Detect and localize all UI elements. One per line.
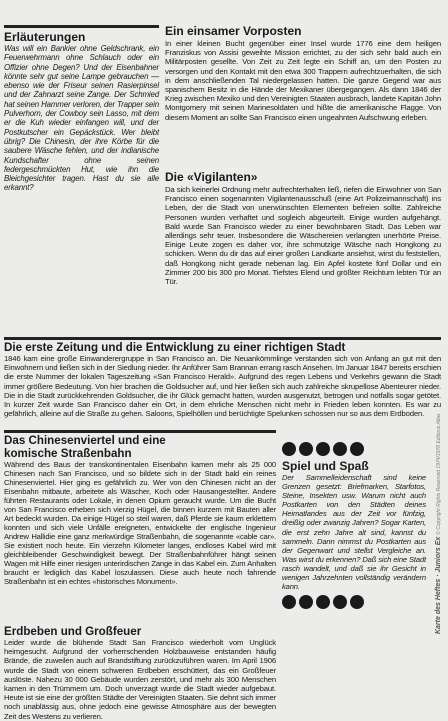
chinesenviertel-title: Das Chinesenviertel und eine komische Straßenbahn bbox=[4, 434, 166, 460]
dot-icon bbox=[299, 442, 313, 456]
side-caption-text bbox=[435, 413, 442, 634]
dot-icon bbox=[299, 595, 313, 609]
erdbeben-text: Leider wurde die blühende Stadt San Francisco wiederholt vom Unglück heimgesucht. Aufgrund der vorherrschenden Holzbauweise entstanden häufig Brände, die zuweilen auch auf Brandstiftung zurückzuführen waren. Im April 1906 wurde die Stadt von einem schweren Erdbeben erschüttert, das ein Großfeuer auslöste. Nahezu 30 000 Gebäude wurden zerstört, und mehr als 300 Menschen kamen in den Trümmern um. Doch unverzagt wurde die Stadt wieder aufgebaut. Heute ist sie eine der größten Städte der Vereinigten Staaten. Sie dehnt sich immer noch unablässig aus, ohne jedoch eine gewisse Atmosphäre aus der bewegten Zeit des Westens zu verlieren. bbox=[4, 638, 276, 721]
vorposten-title: Ein einsamer Vorposten bbox=[165, 24, 302, 38]
dot-icon bbox=[316, 442, 330, 456]
zeitung-title: Die erste Zeitung und die Entwicklung zu einer richtigen Stadt bbox=[4, 341, 346, 354]
dot-icon bbox=[282, 595, 296, 609]
vigilanten-text: Da sich keinerlei Ordnung mehr aufrechterhalten ließ, riefen die Einwohner von San Francisco einen sogenannten Vigilantenausschuß (eine Art Polizeimannschaft) ins Leben, der die Stadt von unerwünschten Elementen befreien sollte. Zahlreiche Personen wurden verhaftet und sogleich abgeurteilt. Einige wurden aufgehängt. Bald wurde San Francisco wieder zu einer bewohnbaren Stadt. Das Leben war allerdings sehr teuer. Insbesondere die Wäschereien verlangten unerhörte Preise. Einige Leute zogen es daher vor, ihre schmutzige Wäsche nach Hongkong zu schicken. Wenn du dir das auf einer großen Landkarte ansiehst, wirst du feststellen, daß Hongkong nicht gerade nebenan lag. Ein Apfel kostete fünf Dollar und ein Zimmer 200 bis 300 pro Monat. Tiefstes Elend und größter Reichtum lebten Tür an Tür. bbox=[165, 185, 441, 287]
chinesenviertel-text: Während des Baus der transkontinentalen Eisenbahn kamen mehr als 25 000 Chinesen nach San Francisco, und so bildete sich in der Stadt bald ein reines Chinesenviertel. Hier ging es gefährlich zu. Wer von den Chinesen nicht an der Eisenbahn mitbaute, arbeitete als Wäscher, Koch oder Hausangestellter. Andere führten Restaurants oder Lokale, in denen Opium geraucht wurde. Um die Bucht von San Francisco erheben sich vierzig Hügel, die binnen kurzem mit Bauten aller Art bedeckt wurden. Da einige Hügel so steil waren, daß Pferde sie kaum erklettern konnten und sich viele Unfälle ereigneten, entwickelte der englische Ingenieur Andrew Hallidie eine ganz merkwürdige Straßenbahn, die sogenannte «cable car». Sie existiert noch heute. Ein vierzehn Kilometer langes, endloses Kabel wird mit gleichbleibender Geschwindigkeit bewegt. Der Straßenbahnführer hängt seinen Wagen mit Hilfe einer riesigen unterirdischen Zange in das Kabel ein. Zum Anhalten braucht er lediglich das Kabel loszulassen. Diese auch heute noch fahrende Straßenbahn ist ein echtes «historisches Monument». bbox=[4, 460, 276, 586]
erlaeuterungen-section bbox=[4, 25, 159, 287]
dot-icon bbox=[350, 442, 364, 456]
decorative-dots bbox=[282, 595, 426, 609]
vorposten-section bbox=[165, 25, 441, 172]
spiel-text: Der Sammelleidenschaft sind keine Grenzen gesetzt: Briefmarken, Starfotos, Steine, Insekten usw. Warum nicht auch Postkarten von den Städten deines Heimatlandes aus der Zeit vor fünfzig, dreißig oder zwanzig Jahren? Sogar Karten, die erst zehn Jahre alt sind, kannst du sammeln. Dann nimmst du Postkarten aus der Gegenwart und stellst Vergleiche an. Was wirst du erkennen? Daß sich eine Stadt rasch wandelt, und daß sie ihr Gesicht in wenigen Jahrzehnten vollständig verändern kann. bbox=[282, 473, 426, 592]
side-caption-main: Karte des Heftes · Juniors Ex bbox=[435, 536, 442, 634]
dot-icon bbox=[350, 595, 364, 609]
spiel-title: Spiel und Spaß bbox=[282, 459, 369, 473]
dot-icon bbox=[333, 442, 347, 456]
erdbeben-section bbox=[4, 625, 276, 721]
vigilanten-section bbox=[165, 171, 441, 335]
erdbeben-title: Erdbeben und Großfeuer bbox=[4, 625, 142, 638]
zeitung-text: 1846 kam eine große Einwanderergruppe in San Francisco an. Die Neuankömmlinge verstanden sich von Anfang an gut mit den Einwohnern und ließen sich in der Siedlung nieder. Ihr Anführer Sam Brannan errang rasch Ansehen. Im Januar 1847 bereits erschien die erste Nummer der lokalen Tageszeitung «San Francisco Herald». Aufgrund des regen Lebens und Verkehrs gewann die Stadt immer größere Bedeutung. Von hier brachen die Goldsucher auf, und hier ließen sich auch zahlreiche skrupellose Abenteurer nieder. Die in die Stadt zurückkehrenden Goldsucher, die ihr Glück gemacht hatten, wurden ausgenutzt, betrogen und notfalls sogar getötet. In kurzer Zeit wurde San Francisco daher ein Ort, in dem ehrliche Menschen nicht mehr in Frieden leben konnten. Es war zu gefährlich, alleine auf die Straße zu gehen. Saloons, Spielhöllen und berüchtigte Spelunken schossen nur so aus dem Erdboden. bbox=[4, 354, 441, 419]
decorative-dots bbox=[282, 442, 426, 456]
erlaeuterungen-title: Erläuterungen bbox=[4, 30, 86, 44]
chinesenviertel-section bbox=[4, 430, 276, 625]
section-divider bbox=[4, 337, 441, 340]
dot-icon bbox=[282, 442, 296, 456]
vigilanten-title: Die «Vigilanten» bbox=[165, 170, 258, 184]
vorposten-text: In einer kleinen Bucht gegenüber einer Insel wurde 1776 eine dem heiligen Franziskus von Assisi geweihte Mission errichtet, zu der sich sehr bald auch ein Militärposten gesellte. Von Zeit zu Zeit legte ein Schiff an, um den Posten zu versorgen und den Kontakt mit den etwa 300 Trappern aufrechtzuerhalten, die sich in dem anschließenden Tal niedergelassen hatten. Die ganze Gegend war aus spanischem Besitz in die Hände der Mexikaner übergegangen. Als dann 1846 der Krieg zwischen Mexiko und den Vereinigten Staaten ausbrach, landete Kapitän John Montgomery mit seinen Marinesoldaten und hißte die amerikanische Flagge. Von diesem Moment an sollte San Francisco einen ungeahnten Aufschwung erleben. bbox=[165, 39, 441, 122]
dot-icon bbox=[333, 595, 347, 609]
side-caption-small: © Copyright Rights Reserved 1974/1978 Editions Atlas bbox=[436, 413, 442, 535]
section-divider bbox=[4, 430, 276, 433]
zeitung-section bbox=[4, 337, 441, 429]
erlaeuterungen-text: Was will ein Bankier ohne Geldschrank, ein Feuerwehrmann ohne Schlauch oder ein Offizier ohne Degen? Und der Eisenbahner könnte sehr gut seine Lampe gebrauchen — ebenso wie der Friseur seinen Rasierpinsel und der Zahnarzt seine Zange. Der Schmied hat seinen Hammer verloren, der Trapper sein Pulverhorn, der Cowboy sein Lasso, mit dem er die Kuh wieder einfangen will, und der Postkutscher ein Gepäckstück. Wer bleibt übrig? Die Chinesin, der ihre Körbe für die saubere Wäsche fehlen, und der indianische Kundschafter ohne seinen federgeschmückten Hut, wie ihn die Bleichgesichter tragen. Hast du sie alle erkannt? bbox=[4, 44, 159, 193]
dot-icon bbox=[316, 595, 330, 609]
side-caption bbox=[433, 413, 447, 636]
section-divider bbox=[4, 25, 159, 28]
spiel-section bbox=[282, 442, 426, 637]
